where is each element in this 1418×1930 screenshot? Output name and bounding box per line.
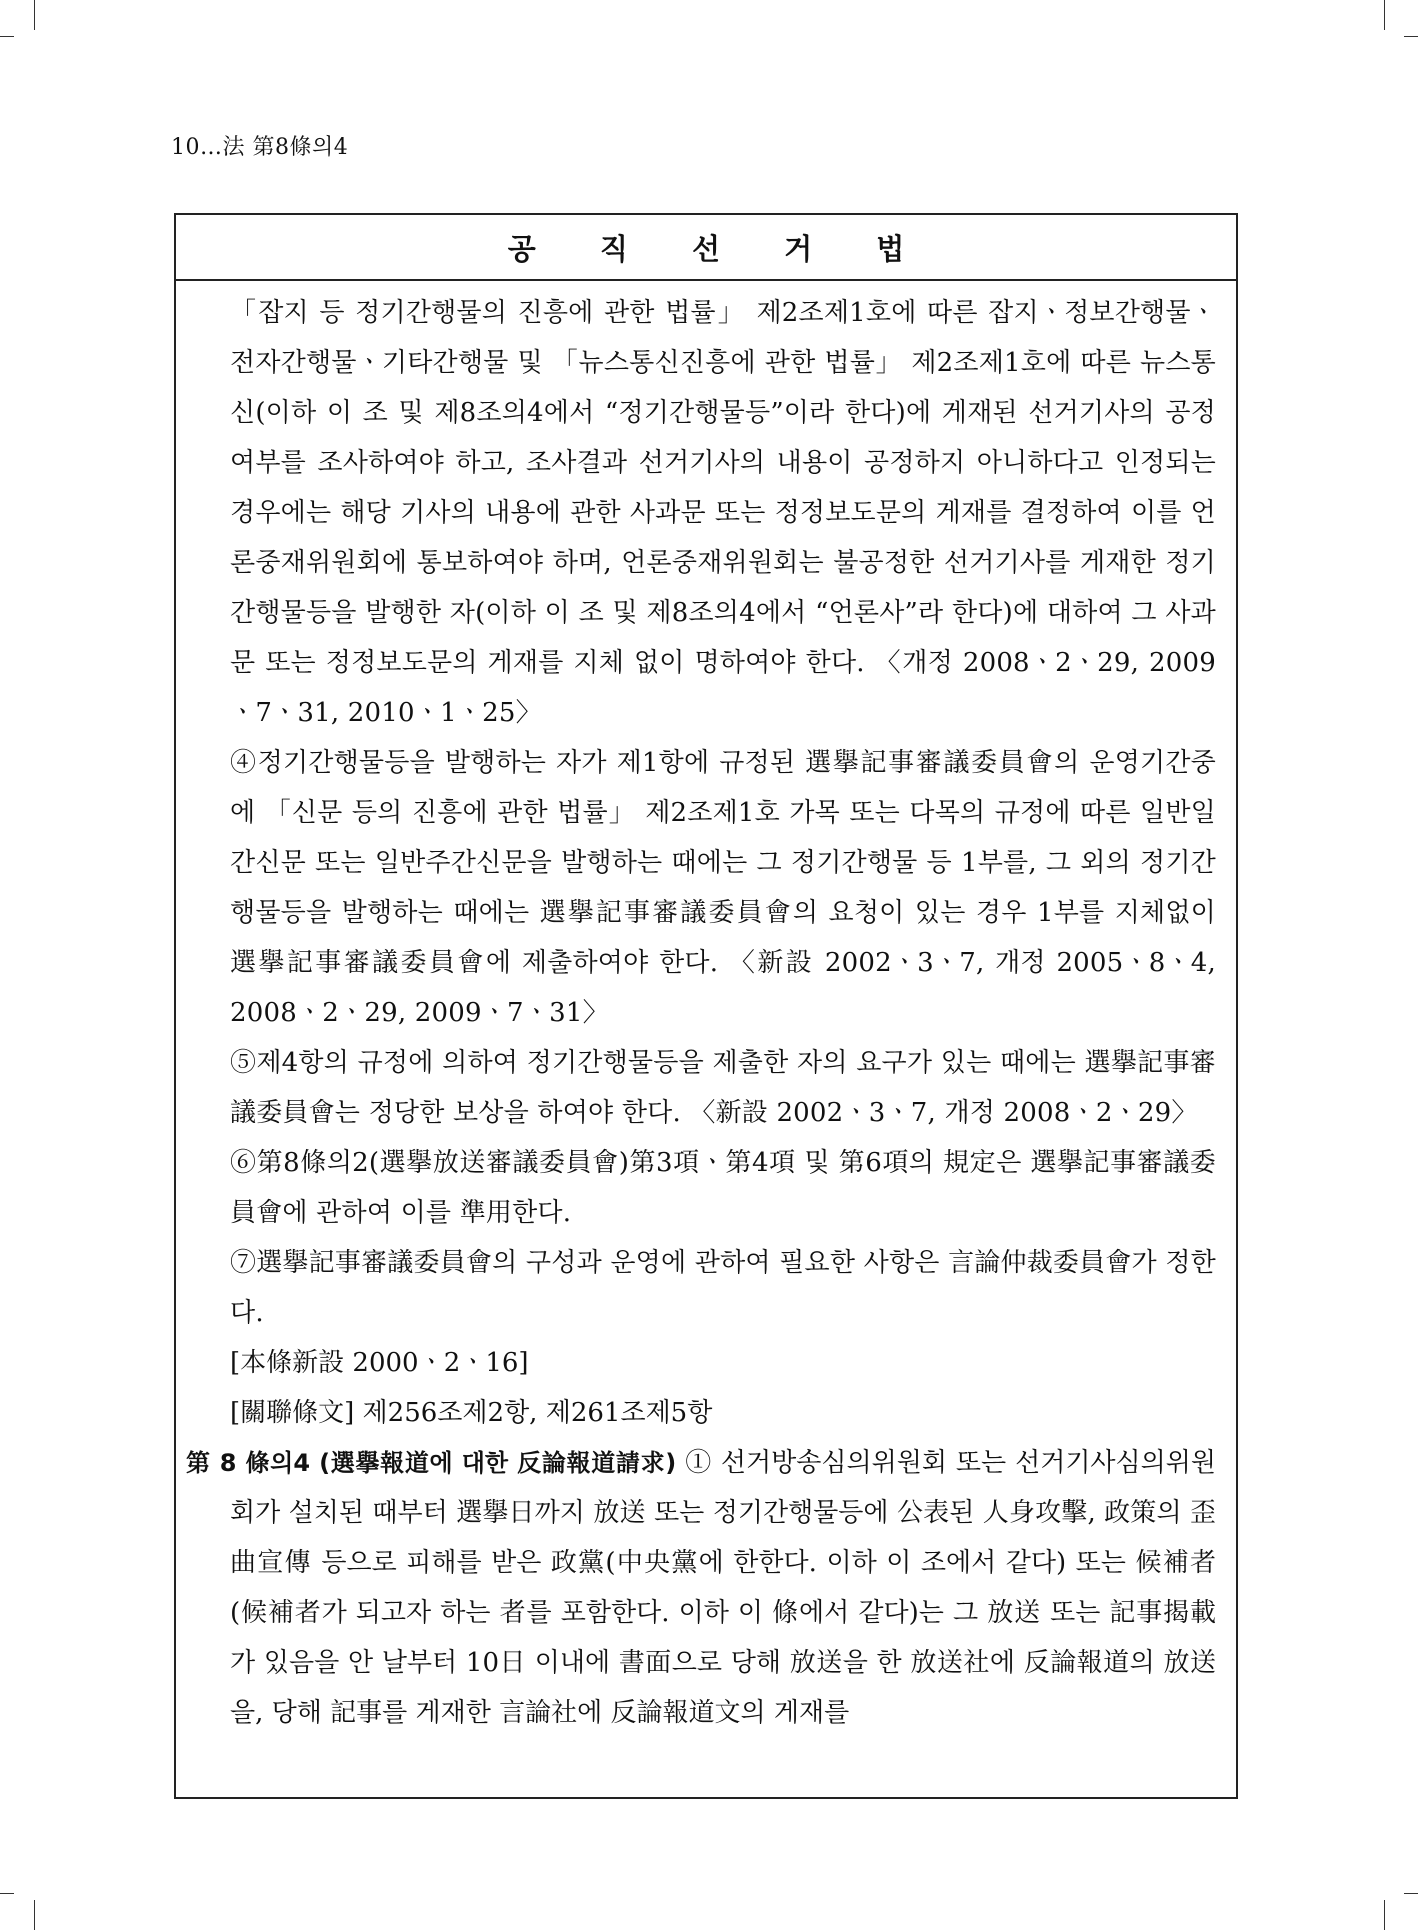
- crop-mark-bottom-right: [1384, 1900, 1385, 1930]
- article-text: ① 선거방송심의위원회 또는 선거기사심의위원회가 설치된 때부터 選擧日까지 放送 또는 정기간행물등에 公表된 人身攻擊, 政策의 歪曲宣傳 등으로 피해를 받은 政黨(中央黨에 한한다. 이하 이 조에서 같다) 또는 候補者(候補者가 되고자 하는 者를 포함한다. 이하 이 條에서 같다)는 그 放送 또는 記事揭載가 있음을 안 날부터 10日 이내에 書面으로 당해 放送을 한 放送社에 反論報道의 放送을, 당해 記事를 게재한 言論社에 反論報道文의 게재를: [230, 1448, 1217, 1728]
- paragraph-7: ⑦選擧記事審議委員會의 구성과 운영에 관하여 필요한 사항은 言論仲裁委員會가 정한다.: [230, 1248, 1216, 1328]
- crop-mark-bottom-left: [34, 1900, 35, 1930]
- crop-mark-bottom-right-h: [1404, 1893, 1418, 1894]
- box-title: 공 직 선 거 법: [176, 215, 1236, 281]
- paragraph-6: ⑥第8條의2(選擧放送審議委員會)第3項ㆍ第4項 및 第6項의 規定은 選擧記事審議委員會에 관하여 이를 準用한다.: [230, 1148, 1216, 1228]
- crop-mark-top-right-h: [1404, 36, 1418, 37]
- crop-mark-top-left: [34, 0, 35, 30]
- article-heading: 第 8 條의4 (選擧報道에 대한 反論報道請求): [186, 1449, 677, 1477]
- paragraph-3-continuation: 「잡지 등 정기간행물의 진흥에 관한 법률」 제2조제1호에 따른 잡지ㆍ정보간행물ㆍ전자간행물ㆍ기타간행물 및 「뉴스통신진흥에 관한 법률」 제2조제1호에 따른 뉴스통신(이하 이 조 및 제8조의4에서 “정기간행물등”이라 한다)에 게재된 선거기사의 공정 여부를 조사하여야 하고, 조사결과 선거기사의 내용이 공정하지 아니하다고 인정되는 경우에는 해당 기사의 내용에 관한 사과문 또는 정정보도문의 게재를 결정하여 이를 언론중재위원회에 통보하여야 하며, 언론중재위원회는 불공정한 선거기사를 게재한 정기간행물등을 발행한 자(이하 이 조 및 제8조의4에서 “언론사”라 한다)에 대하여 그 사과문 또는 정정보도문의 게재를 지체 없이 명하여야 한다. 〈개정 2008ㆍ2ㆍ29, 2009ㆍ7ㆍ31, 2010ㆍ1ㆍ25〉: [230, 298, 1216, 728]
- law-body: [176, 281, 1236, 1738]
- paragraph-4: ④정기간행물등을 발행하는 자가 제1항에 규정된 選擧記事審議委員會의 운영기간중에 「신문 등의 진흥에 관한 법률」 제2조제1호 가목 또는 다목의 규정에 따른 일반일간신문 또는 일반주간신문을 발행하는 때에는 그 정기간행물 등 1부를, 그 외의 정기간행물등을 발행하는 때에는 選擧記事審議委員會의 요청이 있는 경우 1부를 지체없이 選擧記事審議委員會에 제출하여야 한다. 〈新設 2002ㆍ3ㆍ7, 개정 2005ㆍ8ㆍ4, 2008ㆍ2ㆍ29, 2009ㆍ7ㆍ31〉: [230, 748, 1216, 1028]
- crop-mark-top-right: [1384, 0, 1385, 30]
- new-article-note: [本條新設 2000ㆍ2ㆍ16]: [230, 1348, 529, 1378]
- running-header: 10…法 第8條의4: [171, 135, 349, 160]
- article-8-4: [186, 1438, 1216, 1738]
- paragraph-5: ⑤제4항의 규정에 의하여 정기간행물등을 제출한 자의 요구가 있는 때에는 選擧記事審議委員會는 정당한 보상을 하여야 한다. 〈新設 2002ㆍ3ㆍ7, 개정 2008ㆍ2ㆍ29〉: [230, 1048, 1216, 1128]
- law-text-box: [174, 213, 1238, 1799]
- crop-mark-top-left-h: [0, 36, 14, 37]
- crop-mark-bottom-left-h: [0, 1893, 14, 1894]
- related-articles: [關聯條文] 제256조제2항, 제261조제5항: [230, 1398, 713, 1428]
